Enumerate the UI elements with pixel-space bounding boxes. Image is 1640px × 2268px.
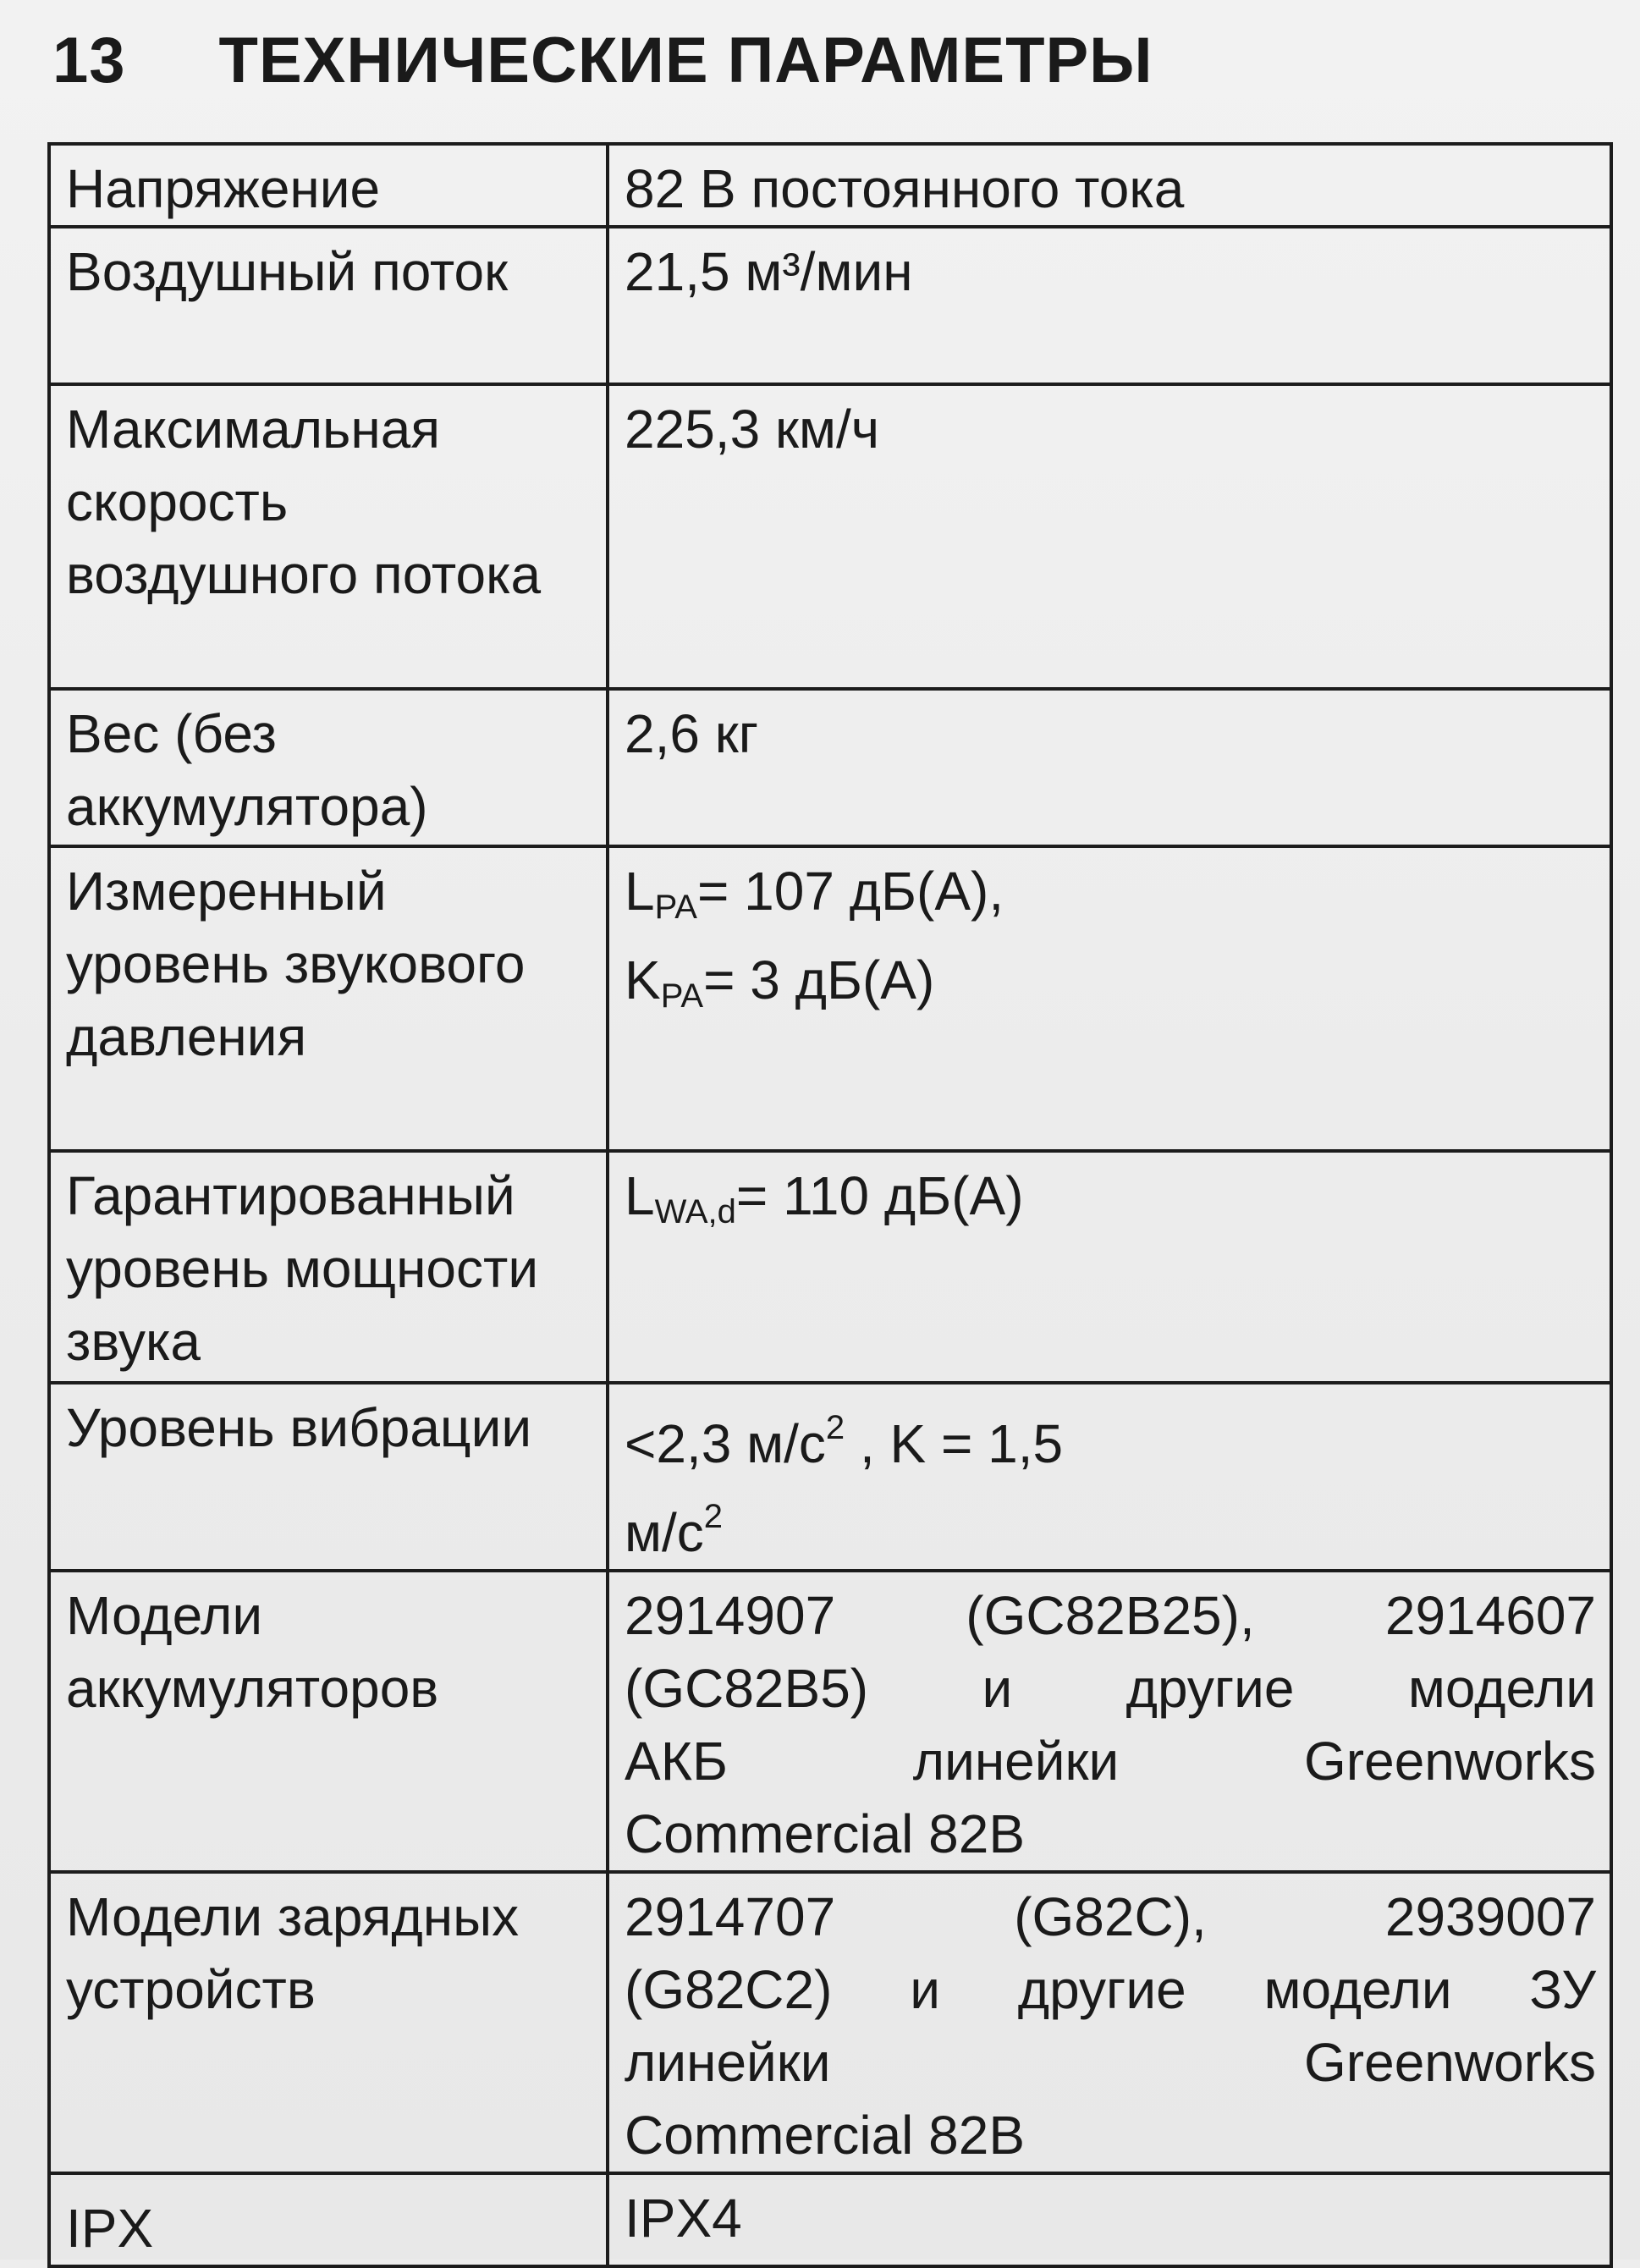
spec-label: Гарантированный уровень мощности звука xyxy=(49,1151,608,1383)
table-row xyxy=(49,144,1611,227)
spec-label: Измеренный уровень звукового давления xyxy=(49,846,608,1151)
section-number: 13 xyxy=(52,25,126,96)
spec-label: Вес (без аккумулятора) xyxy=(49,689,608,846)
spec-value: 225,3 км/ч xyxy=(608,384,1611,689)
table-row xyxy=(49,1571,1611,1872)
spec-label: Воздушный поток xyxy=(49,227,608,384)
spec-label: Модели аккумуляторов xyxy=(49,1571,608,1872)
spec-label: IPX xyxy=(49,2173,608,2266)
spec-label: Максимальная скорость воздушного потока xyxy=(49,384,608,689)
spec-value: 2914707 (G82C), 2939007 (G82C2) и другие модели ЗУ линейки Greenworks Commercial 82B xyxy=(608,1872,1611,2173)
table-row xyxy=(49,1383,1611,1571)
spec-label: Модели зарядных устройств xyxy=(49,1872,608,2173)
table-row xyxy=(49,1872,1611,2173)
table-row xyxy=(49,227,1611,384)
spec-value: 21,5 м³/мин xyxy=(608,227,1611,384)
spec-value: 2914907 (GC82B25), 2914607 (GC82B5) и другие модели АКБ линейки Greenworks Commercial 82B xyxy=(608,1571,1611,1872)
spec-value: $L_{PA}= 107$ дБ(A), $K_{PA}= 3$ дБ(A) xyxy=(608,846,1611,1151)
table-row xyxy=(49,2173,1611,2266)
spec-value: 2,6 кг xyxy=(608,689,1611,846)
table-row xyxy=(49,384,1611,689)
section-heading xyxy=(52,24,1153,97)
spec-table xyxy=(47,142,1613,2268)
spec-label: Напряжение xyxy=(49,144,608,227)
spec-value: <2,3 $м/с^2$ , K = 1,5 $м/с^2$ xyxy=(608,1383,1611,1571)
table-row xyxy=(49,846,1611,1151)
section-title: ТЕХНИЧЕСКИЕ ПАРАМЕТРЫ xyxy=(218,25,1153,96)
spec-value: 82 В постоянного тока xyxy=(608,144,1611,227)
spec-value: IPX4 xyxy=(608,2173,1611,2266)
table-row xyxy=(49,689,1611,846)
table-row xyxy=(49,1151,1611,1383)
spec-label: Уровень вибрации xyxy=(49,1383,608,1571)
spec-value: $L_{WA,d}= 110$ дБ(A) xyxy=(608,1151,1611,1383)
